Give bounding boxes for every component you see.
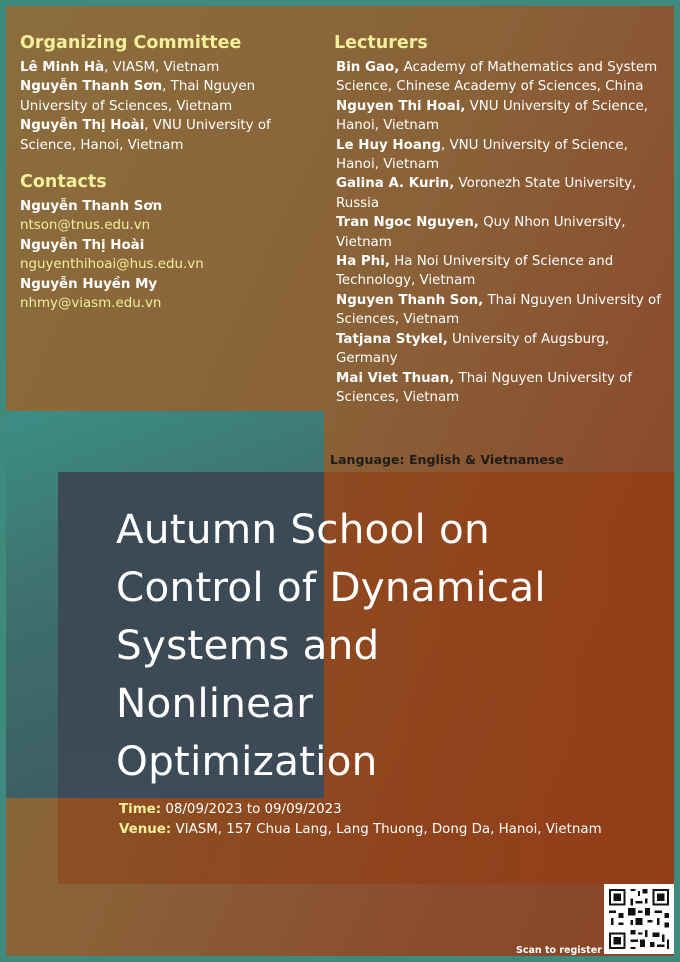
contact-name: Nguyễn Thị Hoài [20, 237, 145, 253]
lecturer-entry: Tatjana Stykel, University of Augsburg, Germany [336, 331, 610, 367]
language-note: Language: English & Vietnamese [330, 452, 564, 467]
lecturer-entry: Bin Gao, Academy of Mathematics and System Science, Chinese Academy of Sciences, China [336, 60, 658, 95]
venue-line: Venue: VIASM, 157 Chua Lang, Lang Thuong, Dong Da, Hanoi, Vietnam [119, 822, 602, 837]
scan-to-register-label: Scan to register [516, 945, 602, 956]
title-line: Optimization [116, 737, 378, 785]
title-line: Autumn School on [116, 505, 490, 553]
event-meta [119, 800, 671, 840]
left-column [20, 32, 320, 313]
title-line: Control of Dynamical [116, 563, 546, 611]
lecturer-entry: Tran Ngoc Nguyen, Quy Nhon University, Vietnam [336, 215, 626, 250]
title-line: Systems and [116, 621, 380, 669]
title-line: Nonlinear [116, 679, 314, 727]
organizer-entry: Nguyễn Thị Hoài, VNU University of Science, Hanoi, Vietnam [20, 118, 271, 153]
organizer-entry: Lê Minh Hà, VIASM, Vietnam [20, 60, 220, 75]
lecturer-entry: Mai Viet Thuan, Thai Nguyen University of Sciences, Vietnam [336, 370, 633, 405]
poster [6, 6, 674, 956]
lecturer-entry: Nguyen Thanh Son, Thai Nguyen University of Sciences, Vietnam [336, 292, 661, 328]
contacts-heading: Contacts [20, 172, 107, 193]
contact-name: Nguyễn Huyền My [20, 276, 158, 292]
qr-code-icon[interactable] [604, 884, 674, 954]
lecturer-entry: Le Huy Hoang, VNU University of Science, Hanoi, Vietnam [336, 137, 628, 173]
organizer-entry: Nguyễn Thanh Sơn, Thai Nguyen University of Sciences, Vietnam [20, 79, 256, 114]
lecturer-entry: Ha Phi, Ha Noi University of Science and Technology, Vietnam [336, 254, 614, 289]
lecturers-heading: Lecturers [334, 33, 428, 53]
lecturers-column [334, 32, 670, 407]
event-title [116, 500, 672, 790]
lecturer-entry: Nguyen Thi Hoai, VNU University of Science, Hanoi, Vietnam [336, 98, 648, 134]
contact-email[interactable]: ntson@tnus.edu.vn [20, 218, 151, 234]
contact-name: Nguyễn Thanh Sơn [20, 199, 163, 215]
lecturer-entry: Galina A. Kurin, Voronezh State University, Russia [336, 176, 637, 211]
organizing-heading: Organizing Committee [20, 33, 242, 53]
contact-email[interactable]: nhmy@viasm.edu.vn [20, 296, 162, 312]
qr-code-graphic [604, 884, 674, 954]
time-line: Time: 08/09/2023 to 09/09/2023 [119, 802, 342, 817]
contacts-section [20, 171, 320, 313]
contact-email[interactable]: nguyenthihoai@hus.edu.vn [20, 257, 204, 273]
